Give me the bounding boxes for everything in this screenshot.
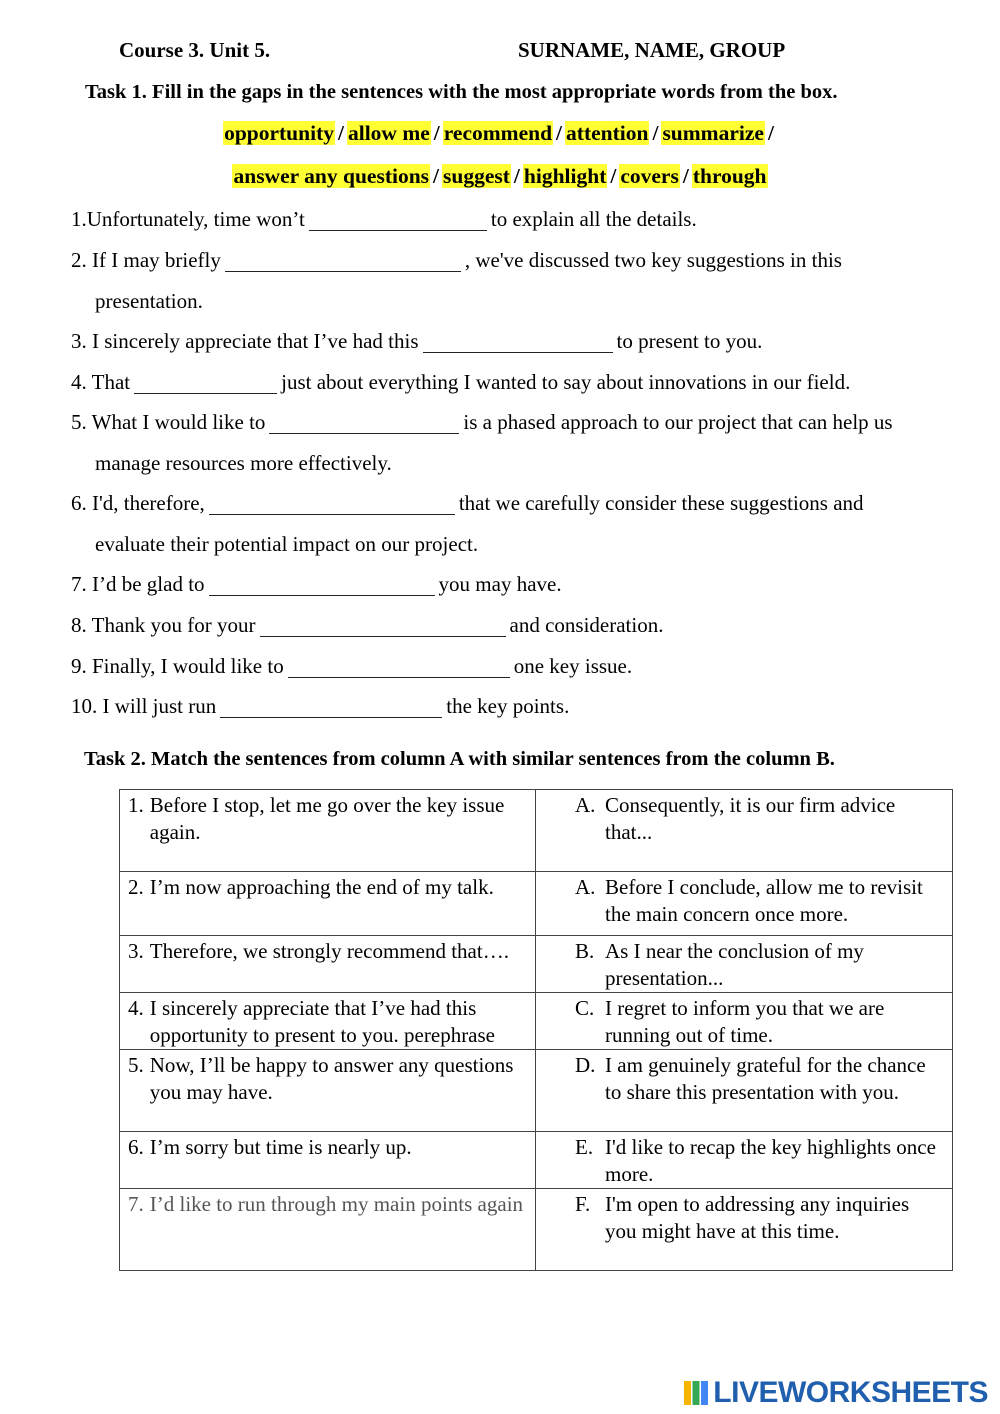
gap-input-8[interactable] xyxy=(260,618,506,637)
word-box-line-2 xyxy=(0,164,1000,189)
column-b-item xyxy=(544,792,944,846)
sentence-text-after: one key issue. xyxy=(513,654,633,678)
column-a-cell xyxy=(120,1189,536,1271)
word-separator: / xyxy=(610,164,617,188)
gap-input-1[interactable] xyxy=(309,212,487,231)
column-a-number: 7. xyxy=(128,1192,144,1216)
word-separator: / xyxy=(556,121,563,145)
word-option: covers xyxy=(620,164,679,188)
gap-input-10[interactable] xyxy=(220,699,442,718)
sentence-9 xyxy=(71,646,632,687)
sentence-text-after: just about everything I wanted to say about innovations in our field. xyxy=(281,370,851,394)
course-unit-label: Course 3. Unit 5. xyxy=(119,38,271,62)
sentence-number: 1. xyxy=(71,207,87,231)
sentence-number: 10. xyxy=(71,694,98,718)
column-b-cell xyxy=(536,790,953,872)
column-a-item xyxy=(128,792,527,846)
column-a-text: Before I stop, let me go over the key issue again. xyxy=(149,793,505,844)
sentence-7 xyxy=(71,564,562,605)
sentence-text-after: you may have. xyxy=(438,572,562,596)
sentence-continuation: manage resources more effectively. xyxy=(95,450,392,475)
student-fields-label: SURNAME, NAME, GROUP xyxy=(518,38,786,62)
gap-input-4[interactable] xyxy=(134,375,277,394)
sentence-text-after: to explain all the details. xyxy=(490,207,697,231)
column-a-item xyxy=(128,874,527,901)
column-a-text: I’m sorry but time is nearly up. xyxy=(149,1135,412,1159)
column-b-item xyxy=(544,1134,944,1188)
gap-input-7[interactable] xyxy=(209,577,435,596)
sentence-number: 2. xyxy=(71,248,87,272)
sentence-10 xyxy=(71,686,569,727)
sentence-text-after: that we carefully consider these suggestions and xyxy=(458,491,864,515)
column-b-text: Before I conclude, allow me to revisit the main concern once more. xyxy=(605,875,923,926)
gap-input-3[interactable] xyxy=(423,334,613,353)
column-a-number: 3. xyxy=(128,939,144,963)
word-separator: / xyxy=(767,121,774,145)
word-separator: / xyxy=(433,164,440,188)
column-a-cell xyxy=(120,1132,536,1189)
sentence-1 xyxy=(71,199,697,240)
sentence-text-before: If I may briefly xyxy=(86,248,221,272)
column-b-letter: D. xyxy=(575,1053,596,1077)
sentence-text-before: Finally, I would like to xyxy=(86,654,284,678)
sentence-text-after: and consideration. xyxy=(509,613,664,637)
sentence-8 xyxy=(71,605,663,646)
sentence-text-before: What I would like to xyxy=(86,410,266,434)
word-box-line-1 xyxy=(0,121,1000,146)
column-b-letter: F. xyxy=(575,1192,591,1216)
column-b-letter: A. xyxy=(575,875,596,899)
column-a-cell xyxy=(120,872,536,936)
word-option: allow me xyxy=(347,121,430,145)
column-a-number: 4. xyxy=(128,996,144,1020)
task2-instruction: Task 2. Match the sentences from column A with similar sentences from the column B. xyxy=(84,748,835,770)
column-b-cell xyxy=(536,936,953,993)
sentence-number: 4. xyxy=(71,370,87,394)
sentence-text-after: is a phased approach to our project that can help us xyxy=(463,410,893,434)
sentence-number: 5. xyxy=(71,410,87,434)
column-b-cell xyxy=(536,872,953,936)
match-row xyxy=(120,993,953,1050)
column-b-letter: A. xyxy=(575,793,596,817)
sentence-continuation: presentation. xyxy=(95,288,203,313)
column-a-text: I’m now approaching the end of my talk. xyxy=(149,875,494,899)
column-b-cell xyxy=(536,993,953,1050)
sentence-text-after: the key points. xyxy=(446,694,570,718)
sentence-number: 8. xyxy=(71,613,87,637)
liveworksheets-logo-icon xyxy=(683,1380,709,1406)
column-b-item xyxy=(544,1052,944,1106)
word-option: highlight xyxy=(523,164,607,188)
column-a-text: I’d like to run through my main points again xyxy=(149,1192,524,1216)
sentence-text-before: That xyxy=(86,370,131,394)
word-separator: / xyxy=(682,164,689,188)
column-a-number: 6. xyxy=(128,1135,144,1159)
gap-input-5[interactable] xyxy=(269,415,459,434)
column-a-item xyxy=(128,995,527,1049)
column-a-text: I sincerely appreciate that I’ve had this opportunity to present to you. perephrase xyxy=(149,996,495,1047)
liveworksheets-brand: LIVEWORKSHEETS xyxy=(713,1376,988,1409)
match-row xyxy=(120,1132,953,1189)
sentence-5 xyxy=(71,402,893,475)
liveworksheets-logo xyxy=(683,1376,988,1410)
column-a-cell xyxy=(120,993,536,1050)
sentence-3 xyxy=(71,321,762,362)
task1-instruction: Task 1. Fill in the gaps in the sentences with the most appropriate words from the box. xyxy=(85,81,838,103)
column-a-number: 5. xyxy=(128,1053,144,1077)
column-b-item xyxy=(544,995,944,1049)
word-option: suggest xyxy=(443,164,510,188)
column-a-item xyxy=(128,1191,527,1218)
column-b-text: I'm open to addressing any inquiries you might have at this time. xyxy=(605,1192,910,1243)
column-b-cell xyxy=(536,1189,953,1271)
column-a-cell xyxy=(120,790,536,872)
word-separator: / xyxy=(337,121,344,145)
matching-table xyxy=(119,789,953,1271)
sentence-text-before: I’d be glad to xyxy=(86,572,205,596)
sentence-text-before: I will just run xyxy=(97,694,217,718)
column-b-letter: E. xyxy=(575,1135,594,1159)
column-b-cell xyxy=(536,1050,953,1132)
sentence-number: 7. xyxy=(71,572,87,596)
sentence-4 xyxy=(71,362,850,403)
column-b-text: I'd like to recap the key highlights once more. xyxy=(605,1135,936,1186)
word-separator: / xyxy=(433,121,440,145)
sentence-2 xyxy=(71,240,842,313)
word-option: summarize xyxy=(662,121,764,145)
column-b-text: Consequently, it is our firm advice that... xyxy=(605,793,896,844)
sentence-number: 3. xyxy=(71,329,87,353)
column-a-number: 1. xyxy=(128,793,144,817)
gap-input-2[interactable] xyxy=(225,253,461,272)
word-option: through xyxy=(692,164,767,188)
column-a-cell xyxy=(120,936,536,993)
column-b-text: I am genuinely grateful for the chance to share this presentation with you. xyxy=(605,1053,926,1104)
column-b-text: I regret to inform you that we are running out of time. xyxy=(605,996,885,1047)
column-a-item xyxy=(128,938,527,965)
match-row xyxy=(120,1050,953,1132)
column-a-number: 2. xyxy=(128,875,144,899)
sentence-6 xyxy=(71,483,864,556)
word-option: opportunity xyxy=(224,121,334,145)
sentence-continuation: evaluate their potential impact on our project. xyxy=(95,531,479,556)
column-b-item xyxy=(544,938,944,992)
column-b-cell xyxy=(536,1132,953,1189)
match-row xyxy=(120,872,953,936)
match-row xyxy=(120,1189,953,1271)
word-option: answer any questions xyxy=(233,164,430,188)
column-a-text: Therefore, we strongly recommend that…. xyxy=(149,939,509,963)
column-a-text: Now, I’ll be happy to answer any questions you may have. xyxy=(149,1053,514,1104)
gap-input-6[interactable] xyxy=(209,496,455,515)
column-a-cell xyxy=(120,1050,536,1132)
word-separator: / xyxy=(513,164,520,188)
column-b-letter: C. xyxy=(575,996,595,1020)
sentence-number: 6. xyxy=(71,491,87,515)
sentence-number: 9. xyxy=(71,654,87,678)
column-b-item xyxy=(544,874,944,928)
word-option: recommend xyxy=(443,121,553,145)
sentence-text-after: to present to you. xyxy=(616,329,763,353)
sentence-text-before: I'd, therefore, xyxy=(86,491,205,515)
sentence-text-before: Unfortunately, time won’t xyxy=(86,207,305,231)
match-row xyxy=(120,790,953,872)
gap-input-9[interactable] xyxy=(288,659,510,678)
column-b-text: As I near the conclusion of my presentation... xyxy=(605,939,864,990)
word-option: attention xyxy=(566,121,649,145)
sentence-text-after: , we've discussed two key suggestions in this xyxy=(464,248,842,272)
column-a-item xyxy=(128,1052,527,1106)
sentence-text-before: I sincerely appreciate that I’ve had this xyxy=(86,329,419,353)
word-separator: / xyxy=(652,121,659,145)
sentence-text-before: Thank you for your xyxy=(86,613,256,637)
column-b-letter: B. xyxy=(575,939,595,963)
column-b-item xyxy=(544,1191,944,1245)
column-a-item xyxy=(128,1134,527,1161)
match-row xyxy=(120,936,953,993)
